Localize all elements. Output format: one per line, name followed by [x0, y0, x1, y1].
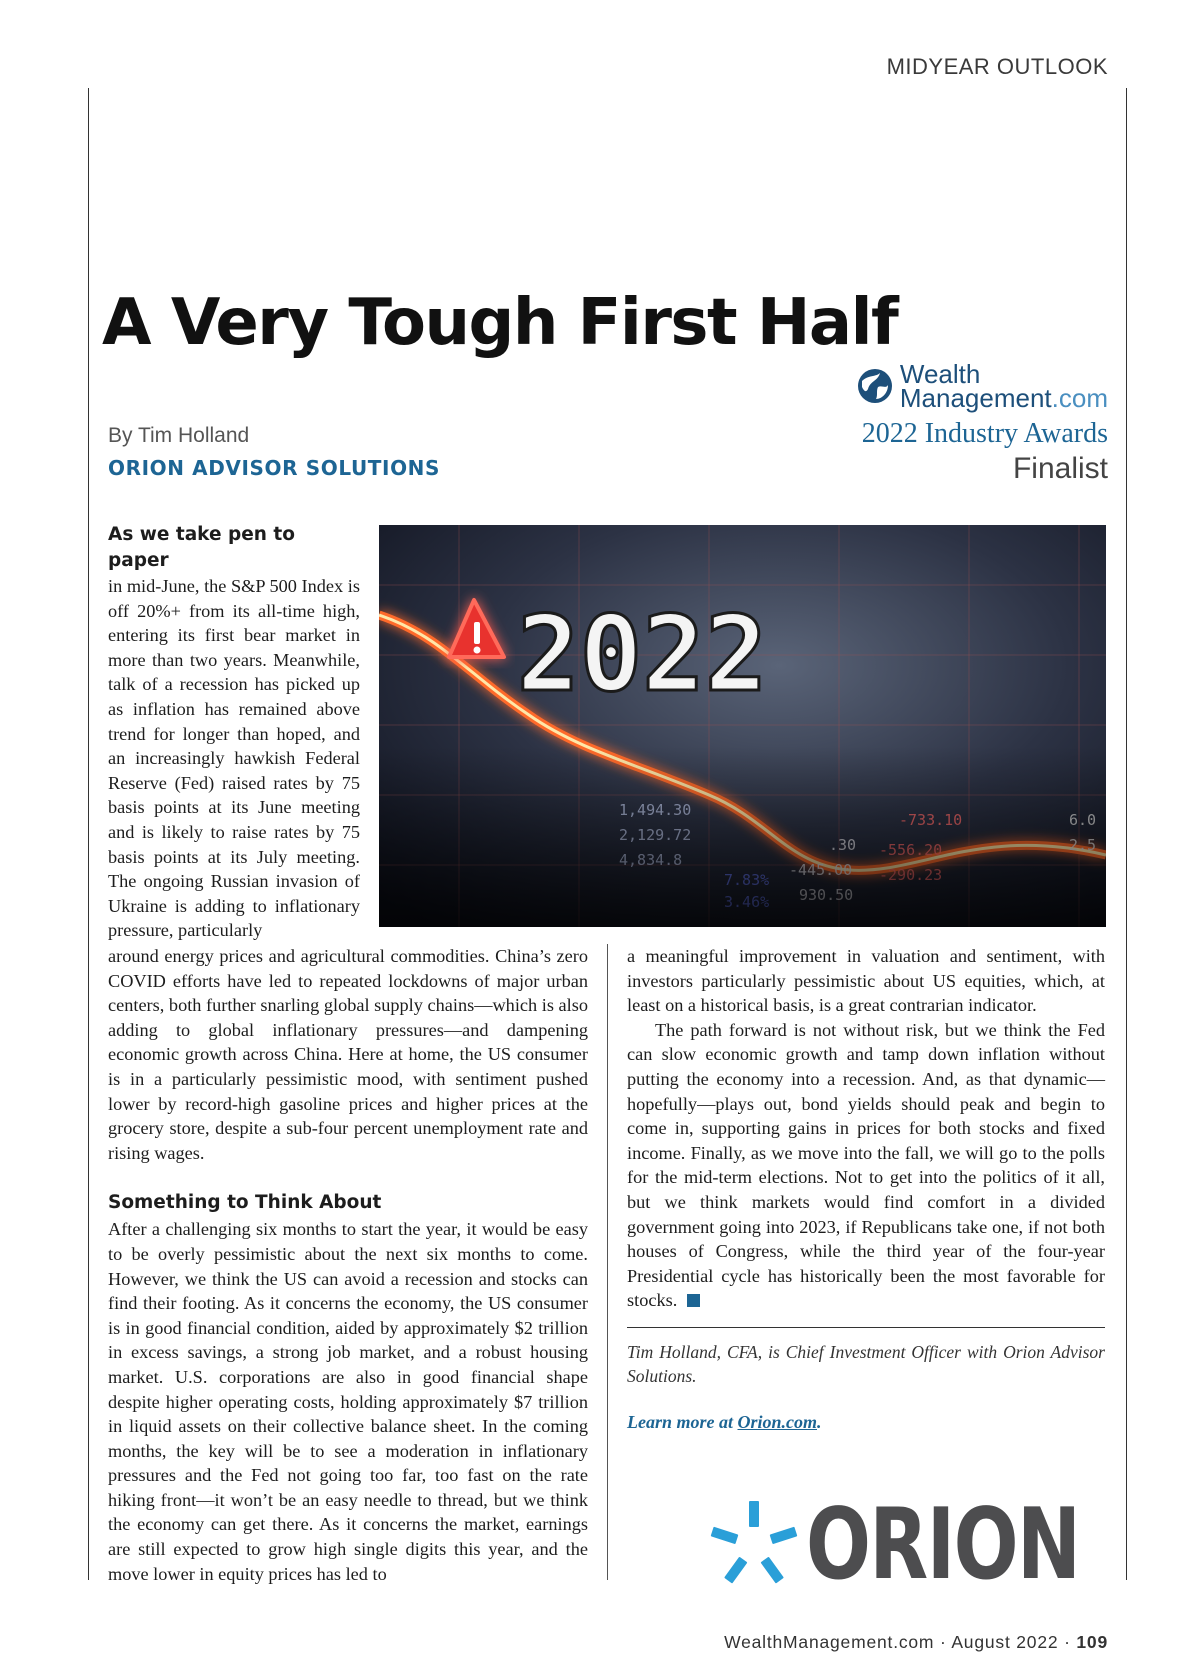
- orion-link[interactable]: Orion.com: [737, 1412, 818, 1432]
- section-label: MIDYEAR OUTLOOK: [886, 54, 1108, 79]
- col2-paragraph-2: [627, 1018, 1105, 1313]
- orion-star-icon: [708, 1499, 800, 1591]
- lead-body: in mid-June, the S&P 500 Index is off 20%+ from its all-time high, entering its first bear market in more than two years. Meanwhile, talk of a recession has picked up as inflation has remained above trend for longer than hoped, and an increasingly hawkish Federal Reserve (Fed) raised rates by 75 basis points at its June meeting and is likely to raise rates by 75 basis points at its July meeting. The ongoing Russian invasion of Ukraine is adding to inflationary pressure, particularly: [108, 576, 360, 941]
- section-subhead: Something to Think About: [108, 1192, 382, 1214]
- byline: By Tim Holland: [108, 424, 250, 447]
- page-footer: [724, 1632, 1108, 1653]
- col2-paragraph-1: a meaningful improvement in valuation and sentiment, with investors particularly pessimistic about US equities, which, at least on a historical basis, is a great contrarian indicator.: [627, 946, 1105, 1016]
- learn-more-prefix: Learn more at: [627, 1412, 738, 1432]
- learn-more-suffix: .: [817, 1412, 822, 1432]
- article-title: A Very Tough First Half: [102, 286, 898, 360]
- logo-line2: Management: [899, 383, 1052, 413]
- footer-separator: ·: [939, 1632, 947, 1652]
- column-2: [627, 944, 1105, 1313]
- footer-separator: ·: [1064, 1632, 1071, 1652]
- end-of-article-mark: [687, 1294, 700, 1307]
- author-organization: ORION ADVISOR SOLUTIONS: [108, 456, 441, 480]
- lead-in: As we take pen to paper: [108, 524, 295, 571]
- lead-paragraph: [108, 522, 360, 943]
- award-title: 2022 Industry Awards: [861, 418, 1108, 449]
- col2-paragraph-2-text: The path forward is not without risk, but we think the Fed can slow economic growth and tamp down inflation without putting the economy into a recession. And, as that dynamic—hopefully—plays out, bond yields should peak and begin to come in, supporting gains in prices for both stocks and fixed income. Finally, as we move into the fall, we will go to the polls for the mid-term elections. Not to get into the politics of it all, but we think markets would find comfort in a divided government going into 2023, if Republicans take one, if not both houses of Congress, while the third year of the four-year Presidential cycle has historically been the most favorable for stocks.: [627, 1019, 1105, 1311]
- column-1: [108, 944, 588, 1586]
- bio-rule: [627, 1327, 1105, 1328]
- col1-paragraph-1: around energy prices and agricultural commodities. China’s zero COVID efforts have led to repeated lockdowns of major urban centers, both further snarling global supply chains—which is also adding to global inflationary pressures—and dampening economic growth across China. Here at home, the US consumer is in a particularly pessimistic mood, with sentiment pushed lower by record-high gasoline prices and higher prices at the grocery store, despite a sub-four percent unemployment rate and rising wages.: [108, 946, 588, 1163]
- award-badge: [828, 359, 1108, 486]
- column-divider: [607, 944, 608, 1580]
- page-number: 109: [1076, 1632, 1108, 1652]
- footer-site: WealthManagement.com: [724, 1632, 935, 1652]
- orion-logo: [708, 1488, 1157, 1602]
- orion-wordmark: ORION: [806, 1488, 1080, 1602]
- left-margin-rule: [88, 88, 89, 1580]
- author-bio: Tim Holland, CFA, is Chief Investment Officer with Orion Advisor Solutions.: [627, 1342, 1105, 1386]
- logo-line1: Wealth: [899, 359, 981, 389]
- learn-more: [627, 1412, 822, 1433]
- wealthmanagement-logo: [828, 359, 1108, 413]
- logo-dotcom: .com: [1051, 383, 1108, 413]
- globe-icon: [856, 367, 894, 405]
- footer-date: August 2022: [951, 1632, 1059, 1652]
- award-status: Finalist: [1012, 452, 1108, 485]
- col1-paragraph-2: After a challenging six months to start the year, it would be easy to be overly pessimistic about the next six months to come. However, we think the US can avoid a recession and stocks can find their footing. As it concerns the economy, the US consumer is in good financial condition, aided by approximately $2 trillion in excess savings, a strong job market, and a robust housing market. U.S. corporations are also in good financial shape despite higher operating costs, holding approximately $7 trillion in liquid assets on their collective balance sheet. In the coming months, the key will be to see a moderation in inflationary pressures and the Fed not going too far, too fast on the rate hiking front—it won’t be an easy needle to thread, but we think the economy can get there. As it concerns the market, earnings are still expected to grow high single digits this year, and the move lower in equity prices has led to: [108, 1219, 588, 1584]
- stock-market-2022-image: [379, 525, 1106, 927]
- right-margin-rule: [1126, 88, 1127, 1580]
- article-photo: [379, 525, 1106, 927]
